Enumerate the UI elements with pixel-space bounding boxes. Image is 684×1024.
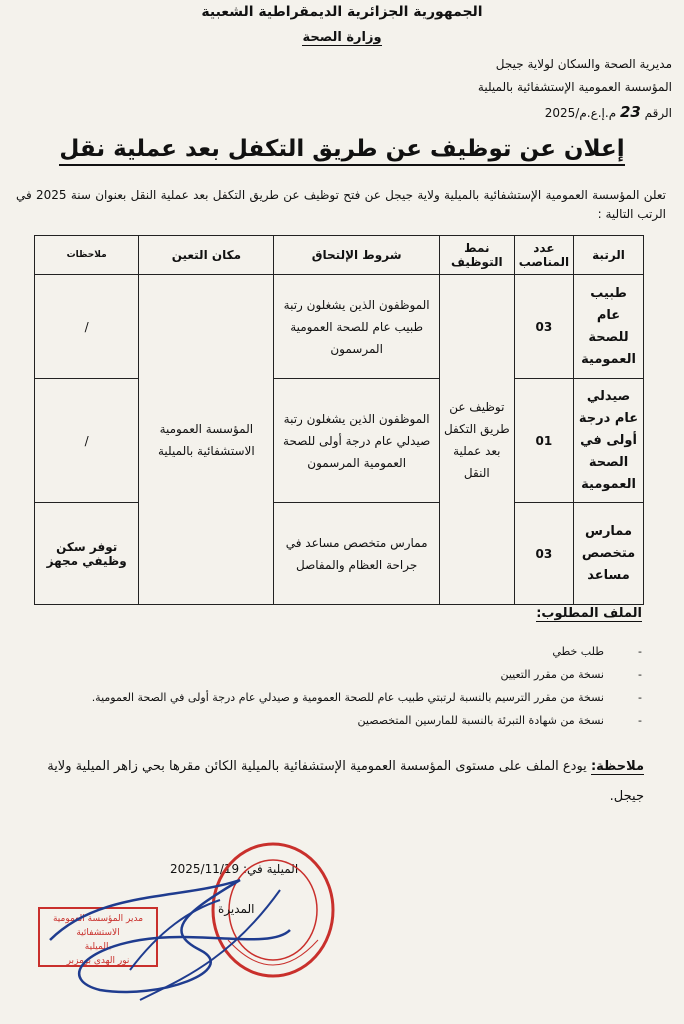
ministry-text: وزارة الصحة: [302, 30, 382, 45]
republic-header: الجمهورية الجزائرية الديمقراطية الشعبية: [201, 4, 483, 20]
header-notes: ملاحظات: [35, 236, 139, 275]
list-item: - نسخة من مقرر التعيين: [44, 663, 644, 686]
handwritten-signature: [40, 870, 300, 1020]
conditions-cell: ممارس متخصص مساعد في جراحة العظام والمفاصل: [274, 503, 440, 605]
ref-suffix: م.إ.ع.م/2025: [544, 106, 617, 120]
notes-cell: توفر سكن وظيفي مجهز: [35, 503, 139, 605]
table-row: [35, 379, 644, 503]
intro-paragraph: تعلن المؤسسة العمومية الإستشفائية بالميلية ولاية جيجل عن فتح توظيف عن طريق التكفل بعد عملية النقل بعنوان سنة 2025 في الرتب التالية :: [16, 188, 666, 221]
grade-cell: طبيب عام للصحة العمومية: [574, 275, 644, 379]
required-heading: [536, 606, 642, 621]
note-text: يودع الملف على مستوى المؤسسة العمومية الإستشفائية بالميلية الكائن مقرها بحي زاهر الميلية ولاية جيجل.: [47, 759, 644, 804]
header-conditions: شروط الإلتحاق: [274, 236, 440, 275]
required-documents-list: [44, 640, 644, 732]
posts-cell: 01: [514, 379, 573, 503]
posts-cell: 03: [514, 503, 573, 605]
header-grade: الرتبة: [574, 236, 644, 275]
stamp-line: مدير المؤسسة العمومية الاستشفائية: [52, 914, 144, 938]
establishment-line: المؤسسة العمومية الإستشفائية بالميلية: [477, 80, 672, 94]
grade-cell: ممارس متخصص مساعد: [574, 503, 644, 605]
ministry-header: [0, 30, 684, 45]
title-text: إعلان عن توظيف عن طريق التكفل بعد عملية نقل: [59, 136, 624, 166]
list-item: - نسخة من مقرر الترسيم بالنسبة لرتبتي طبيب عام للصحة العمومية و صيدلي عام درجة أولى في الصحة العمومية.: [44, 686, 644, 709]
ref-number: 23: [619, 103, 641, 121]
positions-table: [34, 235, 644, 605]
grade-cell: صيدلي عام درجة أولى في الصحة العمومية: [574, 379, 644, 503]
director-label: المديرة: [218, 902, 255, 916]
ref-prefix: الرقم: [644, 106, 672, 120]
place-date: الميلية في: 2025/11/19: [170, 862, 299, 876]
notes-cell: /: [35, 379, 139, 503]
table-row: [35, 503, 644, 605]
conditions-cell: الموظفون الذين يشغلون رتبة صيدلي عام درجة أولى للصحة العمومية المرسمون: [274, 379, 440, 503]
note-label: ملاحظة:: [590, 759, 644, 774]
note-paragraph: [44, 752, 644, 812]
header-mode: نمط التوظيف: [439, 236, 514, 275]
notes-cell: /: [35, 275, 139, 379]
posts-cell: 03: [514, 275, 573, 379]
mode-cell: توظيف عن طريق التكفل بعد عملية النقل: [439, 275, 514, 605]
conditions-cell: الموظفون الذين يشغلون رتبة طبيب عام للصحة العمومية المرسمون: [274, 275, 440, 379]
directorate-line: مديرية الصحة والسكان لولاية جيجل: [495, 57, 672, 71]
header-place: مكان التعين: [139, 236, 274, 275]
list-item: - طلب خطي: [44, 640, 644, 663]
announcement-title: [0, 136, 684, 162]
list-item: - نسخة من شهادة التبرئة بالنسبة للمارسين المتخصصين: [44, 709, 644, 732]
reference-number: [545, 103, 672, 121]
stamp-line: بالميلية: [84, 942, 112, 952]
stamp-line: نور الهدى بومزبر: [66, 956, 130, 966]
required-heading-text: الملف المطلوب:: [536, 606, 642, 621]
place-cell: المؤسسة العمومية الاستشفائية بالميلية: [139, 275, 274, 605]
table-header-row: [35, 236, 644, 275]
table-row: [35, 275, 644, 379]
header-posts: عدد المناصب: [514, 236, 573, 275]
